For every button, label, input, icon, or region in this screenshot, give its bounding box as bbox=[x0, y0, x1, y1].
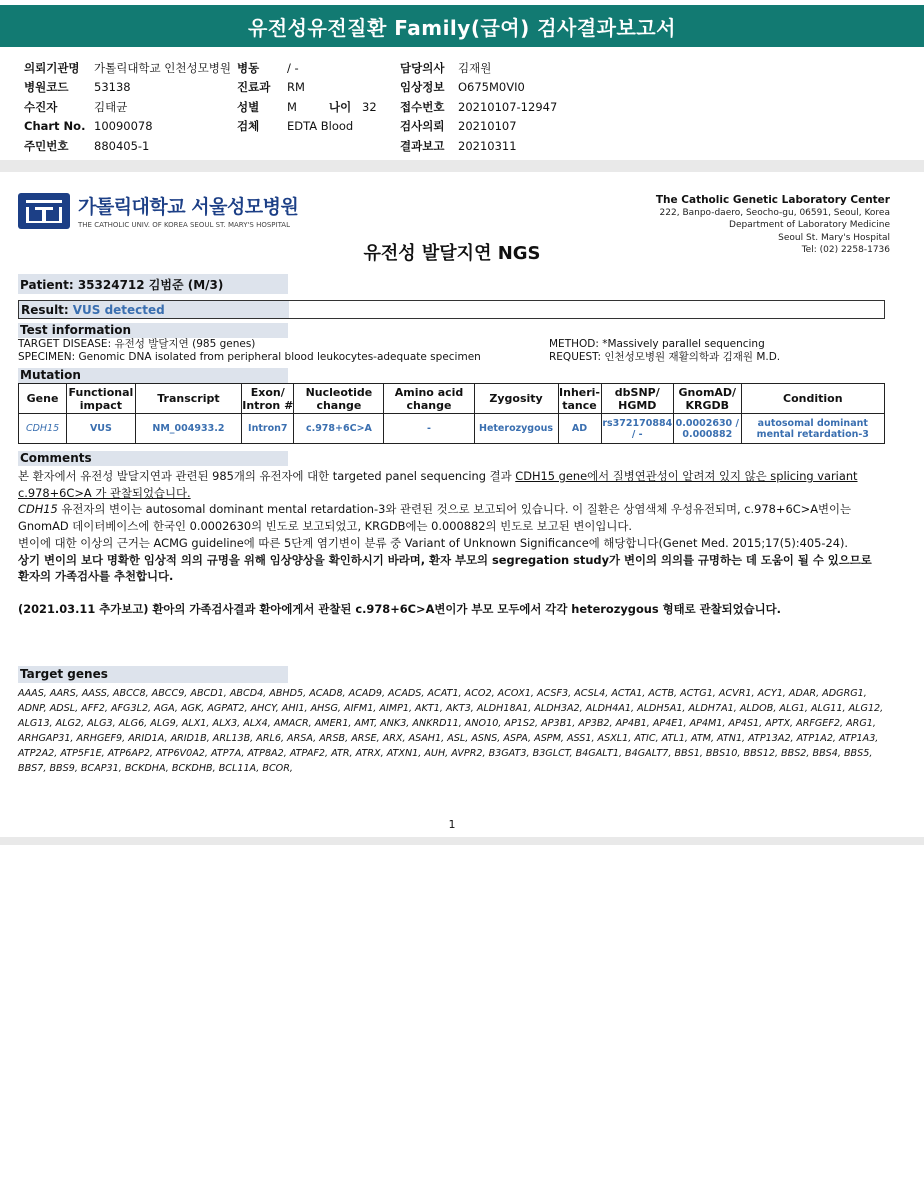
info-label: 성별 bbox=[237, 99, 260, 114]
info-row-physician bbox=[400, 58, 557, 78]
info-value-age: 32 bbox=[362, 99, 377, 114]
column-header: dbSNP/ HGMD bbox=[601, 384, 674, 414]
comment-paragraph bbox=[18, 468, 884, 501]
patient-banner bbox=[18, 274, 288, 294]
table-cell: autosomal dominant mental retardation-3 bbox=[741, 414, 884, 444]
column-header: GnomAD/ KRGDB bbox=[674, 384, 742, 414]
info-row-department bbox=[237, 78, 377, 98]
info-label-age: 나이 bbox=[329, 99, 352, 114]
lab-address-line: Department of Laboratory Medicine bbox=[729, 220, 890, 231]
hospital-logo bbox=[18, 192, 298, 229]
info-column-2 bbox=[237, 58, 377, 136]
info-row-sex-age bbox=[237, 97, 377, 117]
info-value: 20210311 bbox=[458, 138, 517, 153]
info-label: 의뢰기관명 bbox=[24, 60, 80, 75]
method: METHOD: *Massively parallel sequencing bbox=[549, 338, 765, 350]
info-value: 김재원 bbox=[458, 60, 492, 75]
info-value: 김태균 bbox=[94, 99, 128, 114]
info-label: 진료과 bbox=[237, 80, 271, 95]
lab-address-line: Seoul St. Mary's Hospital bbox=[778, 232, 890, 243]
specimen: SPECIMEN: Genomic DNA isolated from peripheral blood leukocytes-adequate specimen bbox=[18, 351, 481, 363]
table-cell: AD bbox=[558, 414, 601, 444]
table-cell: Heterozygous bbox=[474, 414, 558, 444]
info-row-specimen bbox=[237, 117, 377, 137]
info-value: 10090078 bbox=[94, 119, 153, 134]
comment-addendum bbox=[18, 601, 884, 618]
info-label: 검체 bbox=[237, 119, 260, 134]
table-row bbox=[19, 414, 885, 444]
comment-text: 유전자의 변이는 autosomal dominant mental retardation-3와 관련된 것으로 보고되어 있습니다. 이 질환은 상염색체 우성유전되며, c.978+6C>A변이는 GnomAD 데이터베이스에 한국인 0.0002630의 빈도로 보고되었고, KRGDB에는 0.000882의 빈도로 보고된 변이입니다. bbox=[18, 502, 852, 534]
request: REQUEST: 인천성모병원 재활의학과 김재원 M.D. bbox=[549, 351, 781, 363]
page-number: 1 bbox=[448, 818, 456, 831]
info-value: EDTA Blood bbox=[287, 119, 354, 134]
test-information-heading: Test information bbox=[18, 323, 288, 338]
info-label: Chart No. bbox=[24, 119, 86, 134]
page-bottom-divider bbox=[0, 837, 924, 845]
comment-paragraph bbox=[18, 501, 884, 534]
table-cell: Intron7 bbox=[242, 414, 294, 444]
hospital-name-en: THE CATHOLIC UNIV. OF KOREA SEOUL ST. MARY'S HOSPITAL bbox=[78, 221, 290, 229]
table-cell: VUS bbox=[67, 414, 136, 444]
table-cell: NM_004933.2 bbox=[135, 414, 241, 444]
info-value: 20210107-12947 bbox=[458, 99, 558, 114]
info-value: O675M0VI0 bbox=[458, 80, 525, 95]
info-value: 가톨릭대학교 인천성모병원 bbox=[94, 60, 231, 75]
result-banner bbox=[18, 300, 885, 319]
column-header: Transcript bbox=[135, 384, 241, 414]
info-value: M bbox=[287, 99, 297, 114]
info-row-report-date bbox=[400, 136, 557, 156]
column-header: Functional impact bbox=[68, 385, 134, 412]
column-header: Exon/ Intron # bbox=[242, 385, 294, 412]
info-value: 20210107 bbox=[458, 119, 517, 134]
info-label: 수진자 bbox=[24, 99, 58, 114]
info-row-request-date bbox=[400, 117, 557, 137]
info-label: 접수번호 bbox=[400, 99, 445, 114]
result-label: Result: bbox=[21, 302, 69, 317]
lab-address-line: 222, Banpo-daero, Seocho-gu, 06591, Seoul, Korea bbox=[659, 208, 890, 218]
comment-paragraph: 변이에 대한 이상의 근거는 ACMG guideline에 따른 5단계 염기변이 분류 중 Variant of Unknown Significance에 해당합니다(Genet Med. 2015;17(5):405-24). bbox=[18, 535, 849, 550]
column-header: Condition bbox=[741, 384, 884, 414]
info-value: RM bbox=[287, 80, 305, 95]
addendum-date: (2021.03.11 추가보고) bbox=[18, 601, 149, 616]
info-row-institution bbox=[24, 58, 231, 78]
addendum-text: 환아의 가족검사결과 환아에게서 관찰된 c.978+6C>A변이가 부모 모두에서 각각 heterozygous 형태로 관찰되었습니다. bbox=[148, 601, 781, 616]
target-genes-list: AAAS, AARS, AASS, ABCC8, ABCC9, ABCD1, ABCD4, ABHD5, ACAD8, ACAD9, ACADS, ACAT1, ACO2, ACOX1, ACSF3, ACSL4, ACTA1, ACTB, ACTG1, ACVR1, ACY1, ADAR, ADGRG1, ADNP, ADSL, AFF2, AFG3L2, AGA, AGK, AGPAT2, AHCY, AHI1, AHSG, AIFM1, AIMP1, AKT1, AKT3, ALDH18A1, ALDH3A2, ALDH4A1, ALDH5A1, ALDH7A1, ALDOB, ALG1, ALG11, ALG12, ALG13, ALG2, ALG3, ALG6, ALG9, ALX1, ALX3, ALX4, AMACR, AMER1, AMT, ANK3, ANKRD11, ANO10, AP1S2, AP3B1, AP3B2, AP4B1, AP4E1, AP4M1, AP4S1, APTX, ARFGEF2, ARG1, ARHGAP31, ARHGEF9, ARID1A, ARID1B, ARL13B, ARL6, ARSA, ARSB, ARSE, ARX, ASAH1, ASL, ASNS, ASPA, ASPM, ASS1, ASXL1, ATIC, ATL1, ATM, ATN1, ATP13A2, ATP1A2, ATP1A3, ATP2A2, ATP5F1E, ATP6AP2, ATP6V0A2, ATP7A, ATP8A2, ATPAF2, ATR, ATRX, ATXN1, AUH, AVPR2, B3GAT3, B3GLCT, B4GALT1, B4GALT7, BBS1, BBS10, BBS12, BBS2, BBS4, BBS5, BBS7, BBS9, BCAP31, BCKDHA, BCKDHB, BCL11A, BCOR, bbox=[18, 688, 884, 774]
hospital-name-ko: 가톨릭대학교 서울성모병원 bbox=[78, 196, 299, 218]
table-cell: - bbox=[384, 414, 474, 444]
info-label: 주민번호 bbox=[24, 138, 69, 153]
info-label: 병동 bbox=[237, 60, 260, 75]
result-value: VUS detected bbox=[72, 302, 165, 317]
comments-body bbox=[18, 468, 884, 618]
info-label: 검사의뢰 bbox=[400, 119, 445, 134]
target-disease: TARGET DISEASE: 유전성 발달지연 (985 genes) bbox=[18, 338, 256, 350]
comment-finding: CDH15 gene에서 질병연관성이 알려져 있지 않은 splicing variant c.978+6C>A 가 관찰되었습니다. bbox=[18, 469, 858, 500]
info-value: / - bbox=[287, 60, 299, 75]
table-cell: 0.0002630 / 0.000882 bbox=[674, 414, 742, 444]
target-genes-heading: Target genes bbox=[18, 666, 288, 683]
info-label: 담당의사 bbox=[400, 60, 445, 75]
gene-name: CDH15 bbox=[18, 502, 58, 517]
info-label: 결과보고 bbox=[400, 138, 445, 153]
mutation-heading: Mutation bbox=[18, 368, 288, 383]
hospital-emblem-icon bbox=[18, 193, 70, 229]
info-label: 병원코드 bbox=[24, 80, 69, 95]
table-cell: c.978+6C>A bbox=[294, 414, 384, 444]
info-row-accession-no bbox=[400, 97, 557, 117]
report-page bbox=[0, 172, 924, 837]
table-cell: CDH15 bbox=[19, 414, 67, 444]
lab-address-line: Tel: (02) 2258-1736 bbox=[801, 244, 890, 255]
document-title: 유전성 발달지연 NGS bbox=[363, 243, 541, 264]
column-header: Zygosity bbox=[474, 384, 558, 414]
request-info bbox=[0, 52, 924, 158]
table-cell: rs372170884 / - bbox=[601, 414, 674, 444]
column-header: Inheri- tance bbox=[559, 385, 600, 412]
comments-heading: Comments bbox=[18, 451, 288, 466]
info-row-ward bbox=[237, 58, 377, 78]
mutation-table bbox=[18, 383, 885, 444]
column-header: Gene bbox=[19, 384, 67, 414]
info-row-clinical-info bbox=[400, 78, 557, 98]
mutation-header-row bbox=[19, 384, 885, 414]
comment-recommendation: 상기 변이의 보다 명확한 임상적 의의 규명을 위해 임상양상을 확인하시기 바라며, 환자 부모의 segregation study가 변이의 의의를 규명하는 데 도움이 될 수 있으므로 환자의 가족검사를 추천합니다. bbox=[18, 552, 872, 584]
info-row-hospital-code bbox=[24, 78, 231, 98]
report-title: 유전성유전질환 Family(급여) 검사결과보고서 bbox=[248, 15, 676, 40]
report-title-bar bbox=[0, 5, 924, 47]
info-row-patient-name bbox=[24, 97, 231, 117]
info-value: 880405-1 bbox=[94, 138, 150, 153]
info-column-3 bbox=[400, 58, 557, 156]
info-label: 임상정보 bbox=[400, 80, 445, 95]
column-header: Nucleotide change bbox=[294, 384, 384, 414]
info-column-1 bbox=[24, 58, 231, 156]
info-row-resident-no bbox=[24, 136, 231, 156]
patient-text: Patient: 35324712 김범준 (M/3) bbox=[20, 277, 224, 292]
comment-text: 본 환자에서 유전성 발달지연과 관련된 985개의 유전자에 대한 targeted panel sequencing 결과 bbox=[18, 469, 516, 483]
section-divider bbox=[0, 160, 924, 172]
info-row-chart-no bbox=[24, 117, 231, 137]
column-header: Amino acid change bbox=[384, 384, 474, 414]
lab-center-title: The Catholic Genetic Laboratory Center bbox=[655, 194, 890, 206]
info-value: 53138 bbox=[94, 80, 131, 95]
